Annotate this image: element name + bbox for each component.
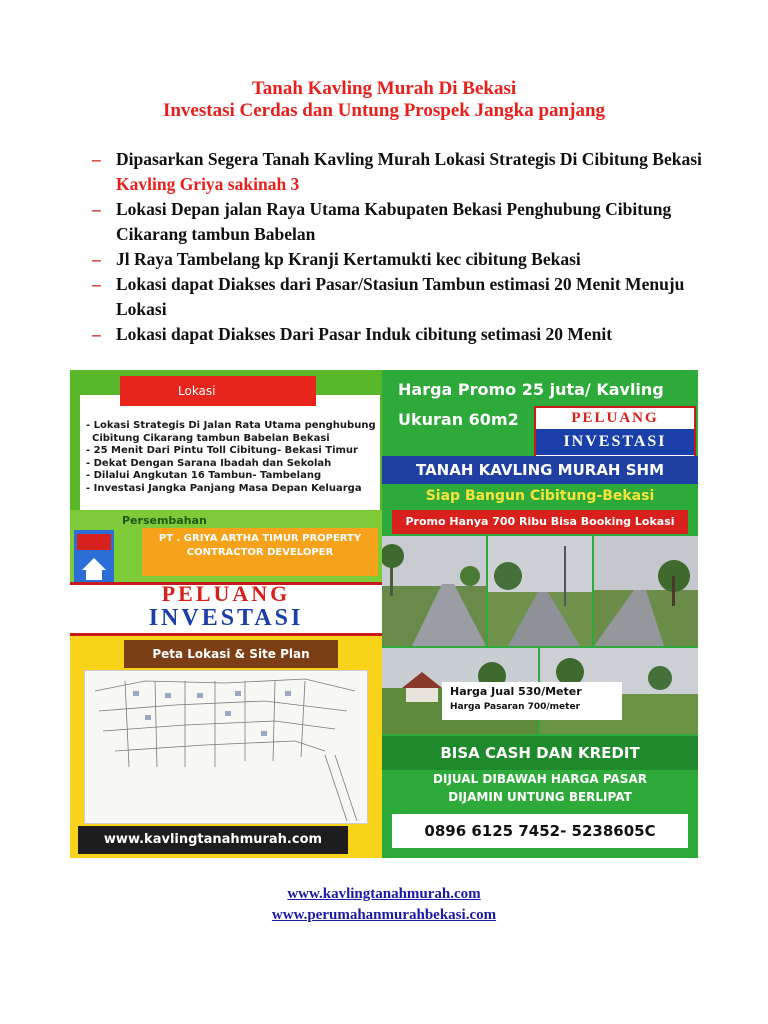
peluang-investasi-logo: PELUANG INVESTASI — [534, 406, 696, 458]
site-plan-map — [84, 670, 368, 824]
harga-jual-box: Harga Jual 530/Meter Harga Pasaran 700/meter — [442, 682, 622, 720]
title-line-1: Tanah Kavling Murah Di Bekasi — [251, 78, 517, 99]
dash-icon: – — [92, 274, 101, 294]
persembahan-label: Persembahan — [122, 514, 207, 527]
list-item: – Jl Raya Tambelang kp Kranji Kertamukti kec cibitung Bekasi — [92, 247, 732, 272]
dijual-text: DIJUAL DIBAWAH HARGA PASAR DIJAMIN UNTUNG BERLIPAT — [433, 772, 647, 804]
promo-flyer — [70, 370, 698, 858]
investasi-logo-text: INVESTASI — [148, 605, 304, 631]
peluang-logo-text: PELUANG — [161, 581, 291, 606]
website-link-1[interactable]: www.kavlingtanahmurah.com — [287, 886, 481, 902]
title-line-2: Investasi Cerdas dan Untung Prospek Jangka panjang — [162, 100, 606, 121]
dash-icon: – — [92, 149, 101, 169]
ukuran-label: Ukuran 60m2 — [398, 410, 519, 429]
cash-kredit-banner: BISA CASH DAN KREDIT — [382, 736, 698, 770]
road-photo-1 — [382, 536, 486, 646]
phone-number: 0896 6125 7452- 5238605C — [392, 814, 688, 848]
promo-booking-banner: Promo Hanya 700 Ribu Bisa Booking Lokasi — [392, 510, 688, 534]
website-link-2[interactable]: www.perumahanmurahbekasi.com — [271, 907, 497, 923]
harga-promo: Harga Promo 25 juta/ Kavling — [398, 380, 664, 399]
dash-icon: – — [92, 199, 101, 219]
peta-lokasi-label: Peta Lokasi & Site Plan — [124, 640, 338, 668]
project-name: Kavling Griya sakinah 3 — [116, 174, 300, 194]
dash-icon: – — [92, 324, 101, 344]
footer-links — [0, 884, 768, 926]
feature-list — [92, 147, 732, 347]
developer-name: PT . GRIYA ARTHA TIMUR PROPERTY CONTRACTOR DEVELOPER — [158, 533, 362, 558]
siap-bangun-label: Siap Bangun Cibitung-Bekasi — [425, 488, 655, 504]
flyer-left-panel — [70, 370, 382, 858]
lokasi-points: - Lokasi Strategis Di Jalan Rata Utama penghubung Cibitung Cikarang tambun Babelan Bekasi - 25 Menit Dari Pintu Toll Cibitung- Bekasi Timur - Dekat Dengan Sarana Ibadah dan Sekolah - Dilalui Angkutan 16 Tambun- Tambelang - Investasi Jangka Panjang Masa Depan Keluarga — [86, 420, 376, 494]
lokasi-label: Lokasi — [120, 376, 316, 406]
road-photo-2 — [488, 536, 592, 646]
list-item: – Lokasi dapat Diakses Dari Pasar Induk cibitung setimasi 20 Menit — [92, 322, 732, 347]
property-logo-thumbnail — [74, 530, 114, 588]
list-item: – Dipasarkan Segera Tanah Kavling Murah Lokasi Strategis Di Cibitung Bekasi Kavling Griya sakinah 3 — [92, 149, 702, 194]
road-photo-3 — [594, 536, 698, 646]
document-title — [0, 78, 768, 122]
shm-banner: TANAH KAVLING MURAH SHM — [382, 456, 698, 484]
list-item: – Lokasi dapat Diakses dari Pasar/Stasiun Tambun estimasi 20 Menit Menuju Lokasi — [92, 274, 685, 319]
dash-icon: – — [92, 249, 101, 269]
flyer-right-panel — [382, 370, 698, 858]
website-banner: www.kavlingtanahmurah.com — [78, 826, 348, 854]
list-item: – Lokasi Depan jalan Raya Utama Kabupaten Bekasi Penghubung Cibitung Cikarang tambun Babelan — [92, 199, 672, 244]
